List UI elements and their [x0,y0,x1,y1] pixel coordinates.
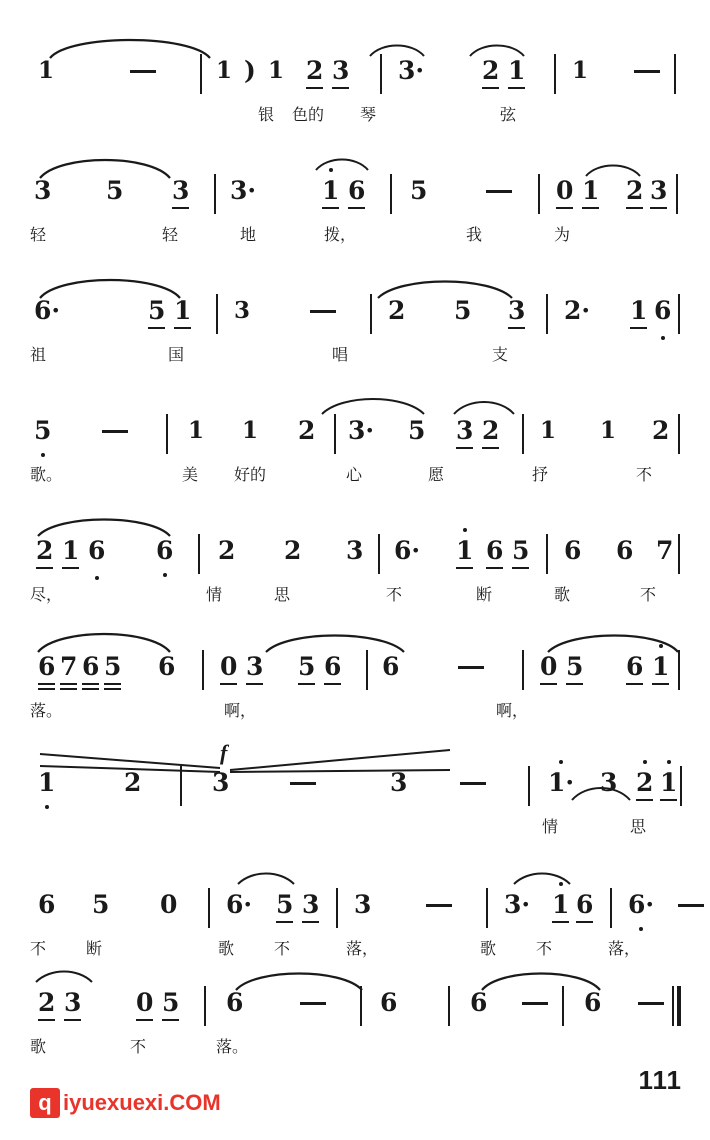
lyric: 啊， [224,701,257,720]
note: 5 [512,536,530,565]
note: 3 [302,890,320,919]
note: 6 [380,988,398,1017]
note: 1 [242,417,259,444]
lyric: 不 [636,465,653,484]
lyric: 落。 [30,701,63,720]
lyric: 抒 [532,465,549,484]
note: 5 [298,652,316,681]
barline [676,174,678,214]
note: 1 [508,56,526,85]
note: 1 [652,652,670,681]
music-system-3 [30,268,680,380]
notes-row-4 [30,416,680,456]
note: 2 [482,416,500,445]
note: 0 [136,988,154,1017]
note: 1 [216,57,233,84]
barline [678,650,680,690]
note: 3 [246,652,264,681]
lyric: 歌 [480,939,497,958]
hold-dash [522,1002,548,1005]
barline [380,54,382,94]
note: 5 [408,416,426,445]
note: 2 [38,988,56,1017]
watermark-text: iyuexuexi.COM [63,1090,221,1115]
note: 2 [218,536,236,565]
hold-dash [130,70,156,73]
barline [554,54,556,94]
lyric: 拨， [324,225,357,244]
note: 1 [188,417,205,444]
barline [678,294,680,334]
lyric: 情 [542,817,559,836]
lyric: 不 [640,585,657,604]
lyric: 落。 [216,1037,249,1056]
music-system-5 [30,508,680,620]
note: 3 [390,768,408,797]
lyrics-row-5 [30,582,680,610]
lyric: 轻 [162,225,179,244]
note: 6 [382,652,400,681]
barline [448,986,450,1026]
note: 3 [508,296,526,325]
lyric: 不 [30,939,47,958]
barline [208,888,210,928]
note: 5 [162,988,180,1017]
lyric: 地 [240,225,257,244]
note: 3 [64,988,82,1017]
lyric: 歌。 [30,465,63,484]
note: 5 [92,890,110,919]
barline [200,54,202,94]
lyric: 歌 [218,939,235,958]
note: 1 [174,296,192,325]
note: 1 [38,768,56,797]
note: 1 [582,176,600,205]
note: 5 [106,176,124,205]
lyric: 好的 [234,465,267,484]
lyric: 不 [386,585,403,604]
note: 6 [584,988,602,1017]
lyric: 轻 [30,225,47,244]
notes-row-6 [30,652,680,692]
music-system-1 [30,28,680,140]
note: 1 [456,536,474,565]
barline [360,986,362,1026]
barline [522,414,524,454]
lyric: 落， [608,939,641,958]
barline [486,888,488,928]
note-paren: ) [244,56,256,85]
hold-dash [638,1002,664,1005]
lyric: 思 [274,585,291,604]
note: 5 [34,416,52,445]
barline [538,174,540,214]
music-system-8 [30,862,680,974]
note: 5 [410,176,428,205]
note: 3· [348,416,375,445]
note: 1 [572,57,589,84]
note: 1 [62,536,80,565]
note: 6· [226,890,253,919]
barline [528,766,530,806]
note: 2 [36,536,54,565]
note: 6 [616,536,634,565]
music-system-6 [30,624,680,736]
note: 3 [212,768,230,797]
note: 3 [650,176,668,205]
note: 3 [172,176,190,205]
lyric: 为 [554,225,571,244]
note: 6 [470,988,488,1017]
barline [680,766,682,806]
note: 7 [656,536,674,565]
barline [522,650,524,690]
notes-row-2 [30,176,680,216]
lyric: 不 [536,939,553,958]
barline [214,174,216,214]
lyric: 落， [346,939,379,958]
barline [198,534,200,574]
note: 1 [630,296,648,325]
watermark-badge: q [30,1088,60,1118]
note: 2 [388,296,406,325]
note: 3 [600,768,618,797]
hold-dash [310,310,336,313]
barline [334,414,336,454]
lyric: 弦 [500,105,517,124]
barline [336,888,338,928]
note: 3· [398,56,425,85]
note: 0 [556,176,574,205]
note: 6 [156,536,174,565]
music-system-7 [30,740,680,852]
note: 6 [626,652,644,681]
lyrics-row-9 [30,1034,680,1062]
note: 6 [226,988,244,1017]
lyric: 不 [130,1037,147,1056]
lyric: 国 [168,345,185,364]
note: 6 [654,296,672,325]
lyrics-row-4 [30,462,680,490]
note: 6 [576,890,594,919]
music-system-2 [30,148,680,260]
hold-dash [102,430,128,433]
lyric: 色的 [292,105,325,124]
note: 2 [652,416,670,445]
barline [366,650,368,690]
lyrics-row-2 [30,222,680,250]
note: 2 [298,416,316,445]
lyrics-row-7 [30,814,680,842]
note: 1 [322,176,340,205]
note: 1 [540,417,557,444]
note: 6 [158,652,176,681]
note: 1· [548,768,575,797]
barline [390,174,392,214]
lyric: 歌 [554,585,571,604]
notes-row-3 [30,296,680,336]
lyric: 祖 [30,345,47,364]
lyric: 唱 [332,345,349,364]
barline [678,534,680,574]
note: 6 [88,536,106,565]
notes-row-8 [30,890,680,930]
music-system-4 [30,388,680,500]
note: 3 [34,176,52,205]
note: 7 [60,652,78,681]
lyric: 不 [274,939,291,958]
note: 2 [284,536,302,565]
barline [378,534,380,574]
note: 5 [454,296,472,325]
barline [180,766,182,806]
lyric: 愿 [428,465,445,484]
notes-row-9 [30,988,680,1028]
note: 2 [306,56,324,85]
note: 1 [660,768,678,797]
note: 3 [332,56,350,85]
note: 5 [104,652,122,681]
note: 1 [268,57,285,84]
notes-row-7 [30,768,680,808]
hold-dash [460,782,486,785]
note: 6 [82,652,100,681]
note: 3 [456,416,474,445]
lyric: 银 [258,105,275,124]
barline [166,414,168,454]
note: 2 [626,176,644,205]
note: 3 [346,536,364,565]
lyric: 断 [86,939,103,958]
note: 1 [552,890,570,919]
note: 6· [34,296,61,325]
page-number: 111 [638,1065,682,1095]
barline [370,294,372,334]
site-watermark [30,1088,221,1118]
barline [610,888,612,928]
note: 2 [636,768,654,797]
lyric: 琴 [360,105,377,124]
note: 5 [566,652,584,681]
lyric: 支 [492,345,509,364]
barline [546,294,548,334]
hold-dash [678,904,704,907]
notes-row-5 [30,536,680,576]
note: 1 [38,57,55,84]
dynamic-marking: f [220,740,228,765]
note: 5 [276,890,294,919]
hold-dash [290,782,316,785]
lyric: 情 [206,585,223,604]
hold-dash [458,666,484,669]
barline [546,534,548,574]
note: 0 [160,890,178,919]
note: 0 [220,652,238,681]
note: 6 [564,536,582,565]
hold-dash [426,904,452,907]
hold-dash [486,190,512,193]
note: 3 [354,890,372,919]
note: 3· [504,890,531,919]
final-barline [672,986,681,1026]
note: 2 [124,768,142,797]
note: 6 [486,536,504,565]
lyrics-row-6 [30,698,680,726]
hold-dash [634,70,660,73]
notes-row-1 [30,56,680,96]
note: 5 [148,296,166,325]
note: 1 [600,417,617,444]
note: 6· [394,536,421,565]
lyric: 美 [182,465,199,484]
barline [674,54,676,94]
note: 2· [564,296,591,325]
lyric: 断 [476,585,493,604]
note: 6 [348,176,366,205]
lyric: 啊， [496,701,529,720]
music-system-9 [30,960,680,1072]
lyric: 心 [346,465,363,484]
lyric: 尽， [30,585,63,604]
lyric: 歌 [30,1037,47,1056]
lyric: 我 [466,225,483,244]
note: 6· [628,890,655,919]
note: 3· [230,176,257,205]
lyrics-row-3 [30,342,680,370]
barline [678,414,680,454]
note: 6 [38,652,56,681]
note: 6 [38,890,56,919]
note: 3 [234,297,251,324]
barline [204,986,206,1026]
lyrics-row-1 [30,102,680,130]
barline [216,294,218,334]
note: 6 [324,652,342,681]
barline [202,650,204,690]
lyric: 思 [630,817,647,836]
note: 2 [482,56,500,85]
hold-dash [300,1002,326,1005]
note: 0 [540,652,558,681]
barline [562,986,564,1026]
